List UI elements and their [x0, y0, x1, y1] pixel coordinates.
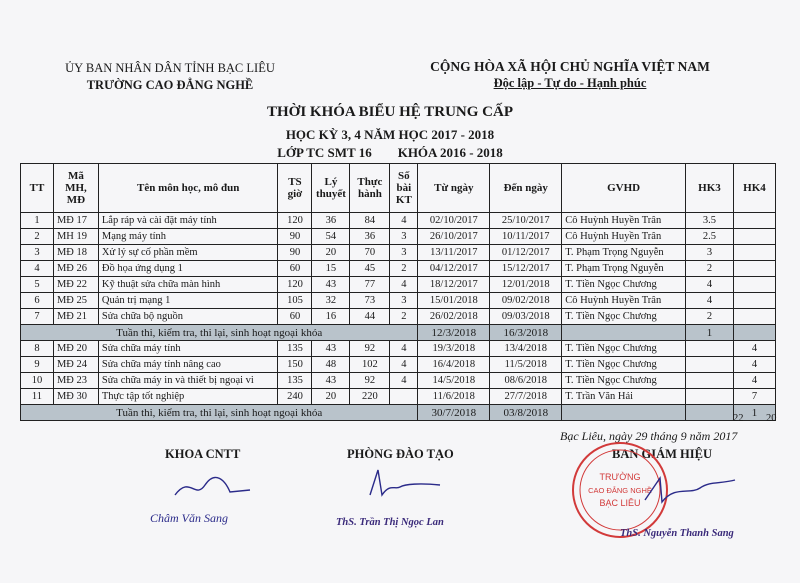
- exam-gvhd: [562, 325, 686, 341]
- col-kt: Số bài KT: [390, 164, 418, 213]
- cell-to: 09/03/2018: [490, 309, 562, 325]
- cell-th: 44: [350, 309, 390, 325]
- cell-kt: 3: [390, 245, 418, 261]
- exam-hk3: [685, 405, 733, 421]
- cell-lt: 15: [312, 261, 350, 277]
- cell-tt: 1: [21, 213, 54, 229]
- header-motto: Độc lập - Tự do - Hạnh phúc: [493, 76, 647, 90]
- cell-tt: 9: [21, 357, 54, 373]
- table-body-hk4: [21, 341, 776, 405]
- cell-code: MĐ 20: [53, 341, 98, 357]
- cell-hk3: 4: [685, 293, 733, 309]
- table-row: [21, 357, 776, 373]
- cell-code: MĐ 26: [53, 261, 98, 277]
- cell-tt: 7: [21, 309, 54, 325]
- col-lt: Lý thuyết: [312, 164, 350, 213]
- cell-lt: 43: [312, 341, 350, 357]
- total-hk3: 22: [733, 413, 744, 424]
- cell-hk3: [685, 389, 733, 405]
- cell-hk4: [733, 293, 775, 309]
- table-header-row: [21, 164, 776, 213]
- table-row: [21, 245, 776, 261]
- cell-hk3: 4: [685, 277, 733, 293]
- header-school: TRƯỜNG CAO ĐẲNG NGHỀ: [86, 78, 254, 92]
- cell-gvhd: T. Tiền Ngọc Chương: [562, 357, 686, 373]
- table-row: [21, 373, 776, 389]
- cell-th: 77: [350, 277, 390, 293]
- cell-lt: 32: [312, 293, 350, 309]
- cell-hk3: 2: [685, 261, 733, 277]
- khoa-title: KHOA CNTT: [165, 447, 241, 461]
- cell-kt: 4: [390, 357, 418, 373]
- cell-gvhd: T. Tiền Ngọc Chương: [562, 341, 686, 357]
- cell-tt: 11: [21, 389, 54, 405]
- cell-ts: 135: [278, 373, 312, 389]
- cell-from: 26/02/2018: [418, 309, 490, 325]
- cell-ts: 150: [278, 357, 312, 373]
- table-row: [21, 389, 776, 405]
- cell-from: 04/12/2017: [418, 261, 490, 277]
- cell-gvhd: T. Tiền Ngọc Chương: [562, 277, 686, 293]
- table-row: [21, 213, 776, 229]
- cell-hk4: [733, 245, 775, 261]
- exam-to: 03/8/2018: [490, 405, 562, 421]
- cell-tt: 4: [21, 261, 54, 277]
- cell-kt: 3: [390, 229, 418, 245]
- cell-th: 70: [350, 245, 390, 261]
- header-authority: ỦY BAN NHÂN DÂN TỈNH BẠC LIÊU: [65, 61, 275, 75]
- col-ts: TS giờ: [278, 164, 312, 213]
- cell-kt: 4: [390, 277, 418, 293]
- bgh-title: BAN GIÁM HIỆU: [612, 447, 713, 461]
- schedule-table: [20, 163, 776, 421]
- cell-lt: 20: [312, 389, 350, 405]
- cell-from: 19/3/2018: [418, 341, 490, 357]
- cell-code: MĐ 25: [53, 293, 98, 309]
- cell-gvhd: Cô Huỳnh Huyền Trân: [562, 213, 686, 229]
- phong-signature: [360, 465, 450, 505]
- cell-ts: 120: [278, 213, 312, 229]
- cell-kt: 4: [390, 341, 418, 357]
- cell-gvhd: T. Trần Văn Hải: [562, 389, 686, 405]
- exam-hk3: 1: [685, 325, 733, 341]
- cell-to: 25/10/2017: [490, 213, 562, 229]
- cell-from: 13/11/2017: [418, 245, 490, 261]
- col-from: Từ ngày: [418, 164, 490, 213]
- cell-lt: 36: [312, 213, 350, 229]
- exam-from: 30/7/2018: [418, 405, 490, 421]
- col-code: Mã MH, MĐ: [53, 164, 98, 213]
- table-row: [21, 277, 776, 293]
- cell-ts: 90: [278, 229, 312, 245]
- exam-to: 16/3/2018: [490, 325, 562, 341]
- col-tt: TT: [21, 164, 54, 213]
- table-row: [21, 229, 776, 245]
- cell-kt: [390, 389, 418, 405]
- cell-ts: 135: [278, 341, 312, 357]
- total-hk4: 20: [766, 413, 777, 424]
- cell-tt: 5: [21, 277, 54, 293]
- cell-code: MĐ 24: [53, 357, 98, 373]
- cell-ts: 120: [278, 277, 312, 293]
- cell-to: 13/4/2018: [490, 341, 562, 357]
- phong-title: PHÒNG ĐÀO TẠO: [347, 447, 454, 461]
- cell-lt: 48: [312, 357, 350, 373]
- cell-ts: 60: [278, 261, 312, 277]
- stamp-line2: CAO ĐẲNG NGHỀ: [588, 486, 652, 495]
- exam-hk4: 1: [733, 405, 775, 421]
- cell-code: MH 19: [53, 229, 98, 245]
- cell-hk4: 4: [733, 341, 775, 357]
- cell-gvhd: Cô Huỳnh Huyền Trân: [562, 293, 686, 309]
- cell-name: Sửa chữa bộ nguồn: [98, 309, 278, 325]
- cell-from: 16/4/2018: [418, 357, 490, 373]
- cell-hk3: 3: [685, 245, 733, 261]
- exam-row: [21, 405, 776, 421]
- cell-gvhd: T. Phạm Trọng Nguyễn: [562, 245, 686, 261]
- cell-kt: 2: [390, 261, 418, 277]
- cell-lt: 20: [312, 245, 350, 261]
- cell-lt: 16: [312, 309, 350, 325]
- cell-name: Quản trị mạng 1: [98, 293, 278, 309]
- cell-gvhd: Cô Huỳnh Huyền Trân: [562, 229, 686, 245]
- col-to: Đến ngày: [490, 164, 562, 213]
- cell-hk3: 3.5: [685, 213, 733, 229]
- cell-hk4: 4: [733, 373, 775, 389]
- col-hk3: HK3: [685, 164, 733, 213]
- exam-label: Tuần thi, kiểm tra, thi lại, sinh hoạt ngoại khóa: [21, 405, 418, 421]
- cell-ts: 90: [278, 245, 312, 261]
- phong-name: ThS. Trần Thị Ngọc Lan: [336, 517, 444, 528]
- cell-th: 73: [350, 293, 390, 309]
- exam-row-1-body: [21, 325, 776, 341]
- khoa-name: Châm Văn Sang: [150, 511, 228, 525]
- cell-code: MĐ 30: [53, 389, 98, 405]
- stamp-line1: TRƯỜNG: [599, 472, 641, 482]
- cell-tt: 6: [21, 293, 54, 309]
- col-name: Tên môn học, mô đun: [98, 164, 278, 213]
- cell-to: 08/6/2018: [490, 373, 562, 389]
- cell-hk4: [733, 213, 775, 229]
- cell-th: 92: [350, 341, 390, 357]
- cell-tt: 3: [21, 245, 54, 261]
- cell-to: 12/01/2018: [490, 277, 562, 293]
- cell-name: Đồ họa ứng dụng 1: [98, 261, 278, 277]
- document-subtitle: HỌC KỲ 3, 4 NĂM HỌC 2017 - 2018: [285, 127, 495, 142]
- cell-hk4: [733, 277, 775, 293]
- cell-to: 11/5/2018: [490, 357, 562, 373]
- cell-th: 102: [350, 357, 390, 373]
- cell-to: 10/11/2017: [490, 229, 562, 245]
- cell-lt: 54: [312, 229, 350, 245]
- col-gvhd: GVHD: [562, 164, 686, 213]
- stamp-line3: BẠC LIÊU: [599, 498, 641, 508]
- cell-kt: 4: [390, 213, 418, 229]
- cell-hk3: [685, 373, 733, 389]
- cell-code: MĐ 22: [53, 277, 98, 293]
- table-row: [21, 309, 776, 325]
- cell-hk3: 2.5: [685, 229, 733, 245]
- cell-hk3: [685, 341, 733, 357]
- exam-label: Tuần thi, kiểm tra, thi lại, sinh hoạt ngoại khóa: [21, 325, 418, 341]
- cell-ts: 240: [278, 389, 312, 405]
- cell-kt: 3: [390, 293, 418, 309]
- bgh-signature: [640, 470, 740, 510]
- cell-gvhd: T. Tiền Ngọc Chương: [562, 309, 686, 325]
- cell-to: 27/7/2018: [490, 389, 562, 405]
- exam-from: 12/3/2018: [418, 325, 490, 341]
- cell-hk4: [733, 309, 775, 325]
- exam-row-2-body: [21, 405, 776, 421]
- cell-th: 92: [350, 373, 390, 389]
- class-line: LỚP TC SMT 16 KHÓA 2016 - 2018: [277, 145, 503, 160]
- cell-to: 09/02/2018: [490, 293, 562, 309]
- header-left: [40, 60, 300, 94]
- exam-hk4: [733, 325, 775, 341]
- cell-from: 26/10/2017: [418, 229, 490, 245]
- khoa-signature: [170, 470, 260, 505]
- exam-gvhd: [562, 405, 686, 421]
- table-row: [21, 293, 776, 309]
- cell-kt: 2: [390, 309, 418, 325]
- cell-code: MĐ 21: [53, 309, 98, 325]
- cell-hk4: 4: [733, 357, 775, 373]
- cell-lt: 43: [312, 373, 350, 389]
- cell-hk3: 2: [685, 309, 733, 325]
- cell-name: Sửa chữa máy tính: [98, 341, 278, 357]
- cell-name: Mạng máy tính: [98, 229, 278, 245]
- col-th: Thực hành: [350, 164, 390, 213]
- cell-tt: 10: [21, 373, 54, 389]
- cell-name: Sửa chữa máy in và thiết bị ngoại vi: [98, 373, 278, 389]
- cell-kt: 4: [390, 373, 418, 389]
- cell-ts: 60: [278, 309, 312, 325]
- col-hk4: HK4: [733, 164, 775, 213]
- cell-code: MĐ 23: [53, 373, 98, 389]
- cell-th: 84: [350, 213, 390, 229]
- cell-hk4: [733, 229, 775, 245]
- cell-hk3: [685, 357, 733, 373]
- cell-hk4: [733, 261, 775, 277]
- cell-from: 15/01/2018: [418, 293, 490, 309]
- cell-ts: 105: [278, 293, 312, 309]
- table-row: [21, 261, 776, 277]
- exam-row: [21, 325, 776, 341]
- cell-name: Kỹ thuật sửa chữa màn hình: [98, 277, 278, 293]
- cell-tt: 8: [21, 341, 54, 357]
- cell-from: 11/6/2018: [418, 389, 490, 405]
- cell-name: Sửa chữa máy tính nâng cao: [98, 357, 278, 373]
- cell-code: MĐ 17: [53, 213, 98, 229]
- cell-code: MĐ 18: [53, 245, 98, 261]
- cell-tt: 2: [21, 229, 54, 245]
- cell-name: Lắp ráp và cài đặt máy tính: [98, 213, 278, 229]
- cell-from: 02/10/2017: [418, 213, 490, 229]
- cell-gvhd: T. Tiền Ngọc Chương: [562, 373, 686, 389]
- table-body-hk3: [21, 213, 776, 325]
- cell-hk4: 7: [733, 389, 775, 405]
- header-right: [410, 58, 730, 92]
- cell-th: 220: [350, 389, 390, 405]
- place-date: Bạc Liêu, ngày 29 tháng 9 năm 2017: [560, 429, 738, 443]
- cell-name: Xử lý sự cố phần mềm: [98, 245, 278, 261]
- document-title: THỜI KHÓA BIỂU HỆ TRUNG CẤP: [266, 104, 513, 120]
- cell-lt: 43: [312, 277, 350, 293]
- cell-th: 36: [350, 229, 390, 245]
- cell-name: Thực tập tốt nghiệp: [98, 389, 278, 405]
- table-row: [21, 341, 776, 357]
- header-nation: CỘNG HÒA XÃ HỘI CHỦ NGHĨA VIỆT NAM: [430, 59, 710, 74]
- cell-to: 01/12/2017: [490, 245, 562, 261]
- cell-from: 18/12/2017: [418, 277, 490, 293]
- cell-gvhd: T. Phạm Trọng Nguyễn: [562, 261, 686, 277]
- cell-to: 15/12/2017: [490, 261, 562, 277]
- cell-from: 14/5/2018: [418, 373, 490, 389]
- bgh-name: ThS. Nguyễn Thanh Sang: [620, 528, 734, 539]
- cell-th: 45: [350, 261, 390, 277]
